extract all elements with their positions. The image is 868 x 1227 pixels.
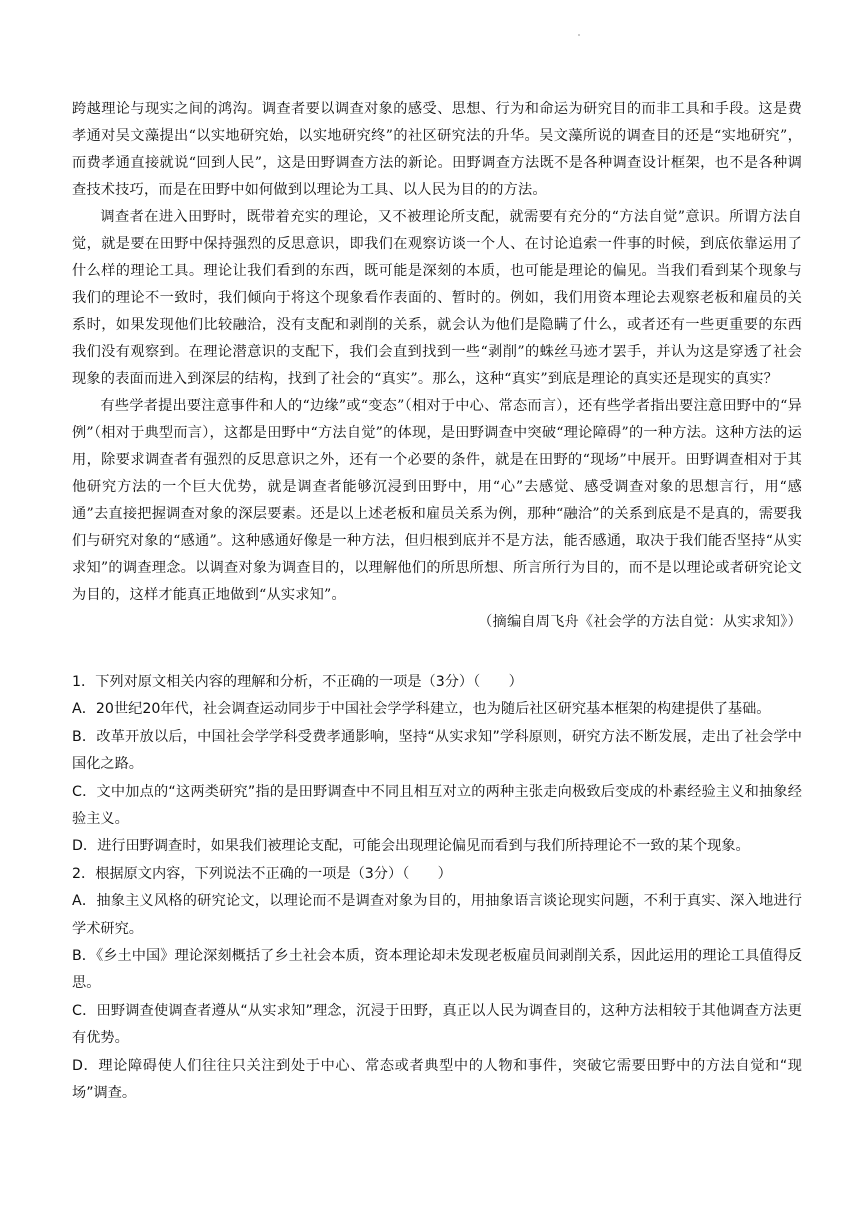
passage-paragraph: 有些学者提出要注意事件和人的“边缘”或“变态”（相对于中心、常态而言），还有些学者指出要注意田野中的“异例”（相对于典型而言），这都是田野中“方法自觉”的体现，是田野调查中突破“理论障碍”的一种方法。这种方法的运用，除要求调查者有强烈的反思意识之外，还有一个必要的条件，就是在田野的“现场”中展开。田野调查相对于其他研究方法的一个巨大优势，就是调查者能够沉浸到田野中，用“心”去感觉、感受调查对象的思想言行，用“感通”去直接把握调查对象的深层要素。还是以上述老板和雇员关系为例，那种“融洽”的关系到底是不是真的，需要我们与研究对象的“感通”。这种感通好像是一种方法，但归根到底并不是方法，能否感通，取决于我们能否坚持“从实求知”的调查理念。以调查对象为调查目的，以理解他们的所思所想、所言所行为目的，而不是以理论或者研究论文为目的，这样才能真正地做到“从实求知”。 bbox=[72, 398, 802, 603]
option-b: B．改革开放以后，中国社会学学科受费孝通影响，坚持“从实求知”学科原则，研究方法不断发展，走出了社会学中国化之路。 bbox=[72, 728, 802, 773]
question-section bbox=[72, 669, 802, 1108]
option-c: C．文中加点的“这两类研究”指的是田野调查中不同且相互对立的两种主张走向极致后变成的朴素经验主义和抽象经验主义。 bbox=[72, 783, 802, 828]
option-a: A．20世纪20年代，社会调查运动同步于中国社会学学科建立，也为随后社区研究基本框架的构建提供了基础。 bbox=[72, 701, 771, 718]
question-1 bbox=[72, 669, 802, 861]
option-c: C．田野调查使调查者遵从“从实求知”理念，沉浸于田野，真正以人民为调查目的，这种方法相较于其他调查方法更有优势。 bbox=[72, 1002, 802, 1047]
passage-source: （摘编自周飞舟《社会学的方法自觉：从实求知》） bbox=[478, 614, 802, 630]
option-b: B．《乡土中国》理论深刻概括了乡土社会本质，资本理论却未发现老板雇员间剥削关系，因此运用的理论工具值得反思。 bbox=[72, 948, 802, 992]
page-mark bbox=[578, 34, 580, 36]
passage-paragraph: 调查者在进入田野时，既带着充实的理论，又不被理论所支配，就需要有充分的“方法自觉”意识。所谓方法自觉，就是要在田野中保持强烈的反思意识，即我们在观察访谈一个人、在讨论追索一件事的时候，到底依靠运用了什么样的理论工具。理论让我们看到的东西，既可能是深刻的本质，也可能是理论的偏见。当我们看到某个现象与我们的理论不一致时，我们倾向于将这个现象看作表面的、暂时的。例如，我们用资本理论去观察老板和雇员的关系时，如果发现他们比较融洽，没有支配和剥削的关系，就会认为他们是隐瞒了什么，或者还有一些更重要的东西我们没有观察到。在理论潜意识的支配下，我们会直到找到一些“剥削”的蛛丝马迹才罢手，并认为这是穿透了社会现象的表面而进入到深层的结构，找到了社会的“真实”。那么，这种“真实”到底是理论的真实还是现实的真实？ bbox=[72, 209, 802, 387]
question-stem: 2．根据原文内容，下列说法不正确的一项是（3分）（ ） bbox=[72, 865, 452, 882]
option-d: D．进行田野调查时，如果我们被理论支配，可能会出现理论偏见而看到与我们所持理论不一致的某个现象。 bbox=[72, 838, 750, 855]
passage-paragraph: 跨越理论与现实之间的鸿沟。调查者要以调查对象的感受、思想、行为和命运为研究目的而非工具和手段。这是费孝通对吴文藻提出“以实地研究始，以实地研究终”的社区研究法的升华。吴文藻所说的调查目的还是“实地研究”，而费孝通直接就说“回到人民”，这是田野调查方法的新论。田野调查方法既不是各种调查设计框架，也不是各种调查技术技巧，而是在田野中如何做到以理论为工具、以人民为目的的方法。 bbox=[72, 101, 802, 198]
option-d: D．理论障碍使人们往往只关注到处于中心、常态或者典型中的人物和事件，突破它需要田野中的方法自觉和“现场”调查。 bbox=[72, 1057, 802, 1102]
reading-passage bbox=[72, 96, 802, 636]
option-a: A．抽象主义风格的研究论文，以理论而不是调查对象为目的，用抽象语言谈论现实问题，不利于真实、深入地进行学术研究。 bbox=[72, 893, 802, 937]
question-2 bbox=[72, 861, 802, 1108]
question-stem: 1．下列对原文相关内容的理解和分析，不正确的一项是（3分）（ ） bbox=[72, 674, 523, 690]
